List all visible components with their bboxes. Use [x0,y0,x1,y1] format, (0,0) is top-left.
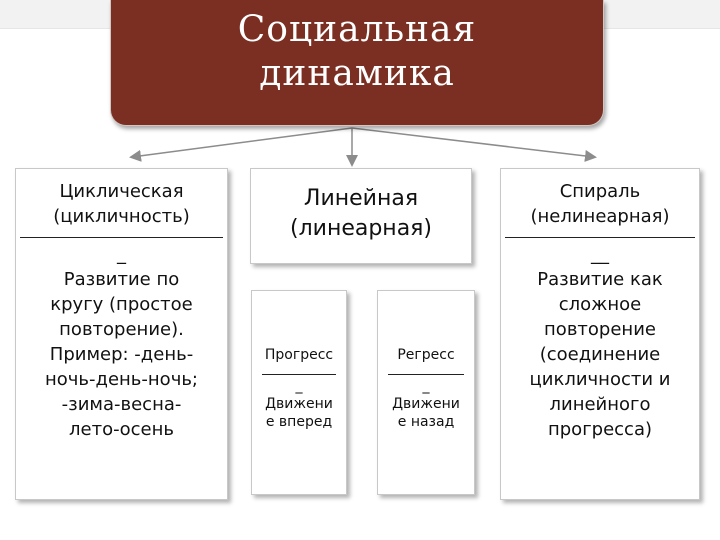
regress-heading: Регресс [397,347,455,363]
linear-subheading: (линеарная) [290,216,432,241]
spiral-divider [505,237,695,238]
regress-body-line: Движени [392,396,460,412]
cyclic-body-line: повторение). [59,319,184,340]
spiral-body-line: (соединение [539,344,661,365]
cyclic-heading: Циклическая [59,181,184,202]
linear-box [250,168,472,264]
spiral-heading: Спираль [559,181,641,202]
cyclic-divider [20,237,223,238]
cyclic-body-line: ночь-день-ночь; [45,369,198,390]
cyclic-body-line: кругу (простое [50,294,193,315]
spiral-body-line: цикличности и [529,369,671,390]
title-line-1: Социальная [237,9,477,50]
progress-body-line: е вперед [265,414,333,430]
spiral-body-line: прогресса) [547,419,652,440]
arrow-to-cyclic [132,128,352,157]
spiral-body-line: повторение [544,319,656,340]
regress-divider [388,374,464,375]
linear-heading: Линейная [303,186,419,211]
progress-dash-tail: _ [295,378,303,394]
regress-box [377,290,475,495]
spiral-body-line: линейного [549,394,651,415]
title-line-2: динамика [259,53,455,94]
regress-dash-tail: _ [422,378,430,394]
cyclic-body-line: лето-осень [69,419,174,440]
regress-body-line: е назад [397,414,455,430]
cyclic-dash-tail: _ [117,244,126,265]
spiral-subheading: (нелинеарная) [530,206,670,227]
spiral-box [500,168,700,500]
cyclic-body-line: Развитие по [63,269,180,290]
cyclic-body-line: -зима-весна- [61,394,182,415]
cyclic-body-line: Пример: -день- [49,344,194,365]
title-banner [110,0,604,126]
progress-body-line: Движени [265,396,333,412]
spiral-body-line: Развитие как [537,269,663,290]
arrow-to-spiral [352,128,594,157]
cyclic-subheading: (цикличность) [53,206,190,227]
cyclic-box [15,168,228,500]
spiral-body-line: сложное [558,294,642,315]
progress-divider [262,374,336,375]
progress-heading: Прогресс [264,347,334,363]
spiral-dash-tail: __ [591,244,609,265]
progress-box [251,290,347,495]
